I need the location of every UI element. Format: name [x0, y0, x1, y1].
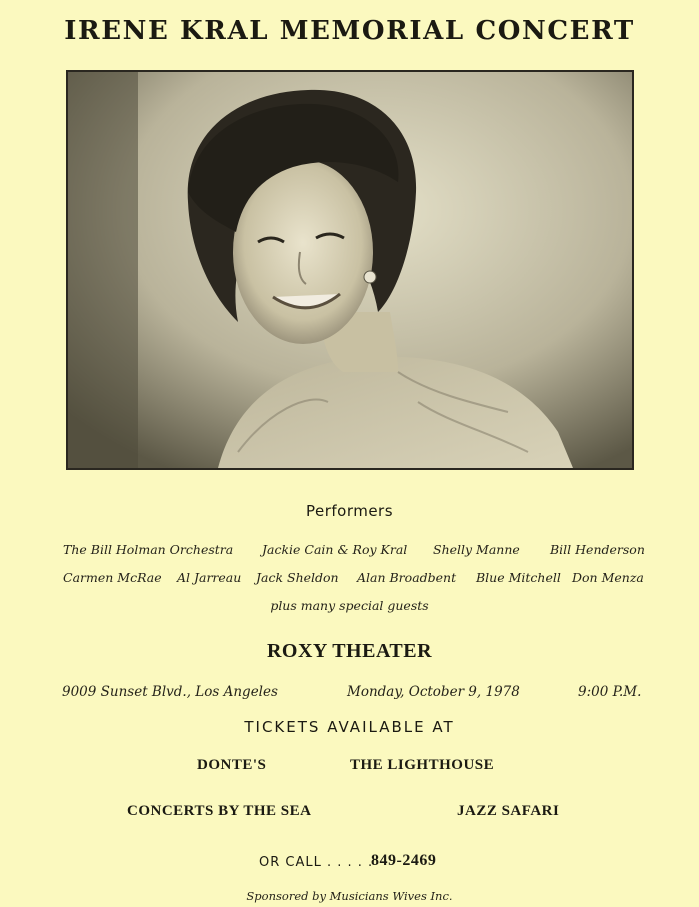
performer-item: Alan Broadbent	[357, 570, 457, 585]
venue-address: 9009 Sunset Blvd., Los Angeles	[62, 684, 278, 700]
sponsor-line: Sponsored by Musicians Wives Inc.	[246, 889, 453, 903]
poster-title: IRENE KRAL MEMORIAL CONCERT	[64, 16, 635, 46]
ticket-outlet: DONTE'S	[197, 757, 267, 773]
performers-heading: Performers	[305, 502, 394, 520]
performer-item: Blue Mitchell	[476, 570, 561, 585]
portrait-illustration	[68, 72, 632, 468]
performer-item: Carmen McRae	[63, 570, 162, 585]
performer-item: Bill Henderson	[550, 542, 645, 557]
performer-item: Jack Sheldon	[256, 570, 339, 585]
special-guests-note: plus many special guests	[270, 598, 429, 613]
ticket-outlet: THE LIGHTHOUSE	[350, 757, 495, 773]
tickets-heading: TICKETS AVAILABLE AT	[244, 718, 455, 736]
ticket-outlet: CONCERTS BY THE SEA	[127, 803, 312, 819]
performer-item: Shelly Manne	[433, 542, 520, 557]
phone-number: 849-2469	[371, 852, 437, 869]
performer-item: Jackie Cain & Roy Kral	[262, 542, 408, 557]
call-label: OR CALL . . . . .	[259, 855, 374, 870]
venue-name: ROXY THEATER	[266, 640, 433, 662]
performer-item: Al Jarreau	[177, 570, 242, 585]
performer-item: The Bill Holman Orchestra	[63, 542, 234, 557]
portrait-photo	[66, 70, 634, 470]
event-time: 9:00 P.M.	[578, 684, 642, 700]
ticket-outlet: JAZZ SAFARI	[457, 803, 560, 819]
performer-item: Don Menza	[572, 570, 644, 585]
event-date: Monday, October 9, 1978	[347, 684, 520, 700]
